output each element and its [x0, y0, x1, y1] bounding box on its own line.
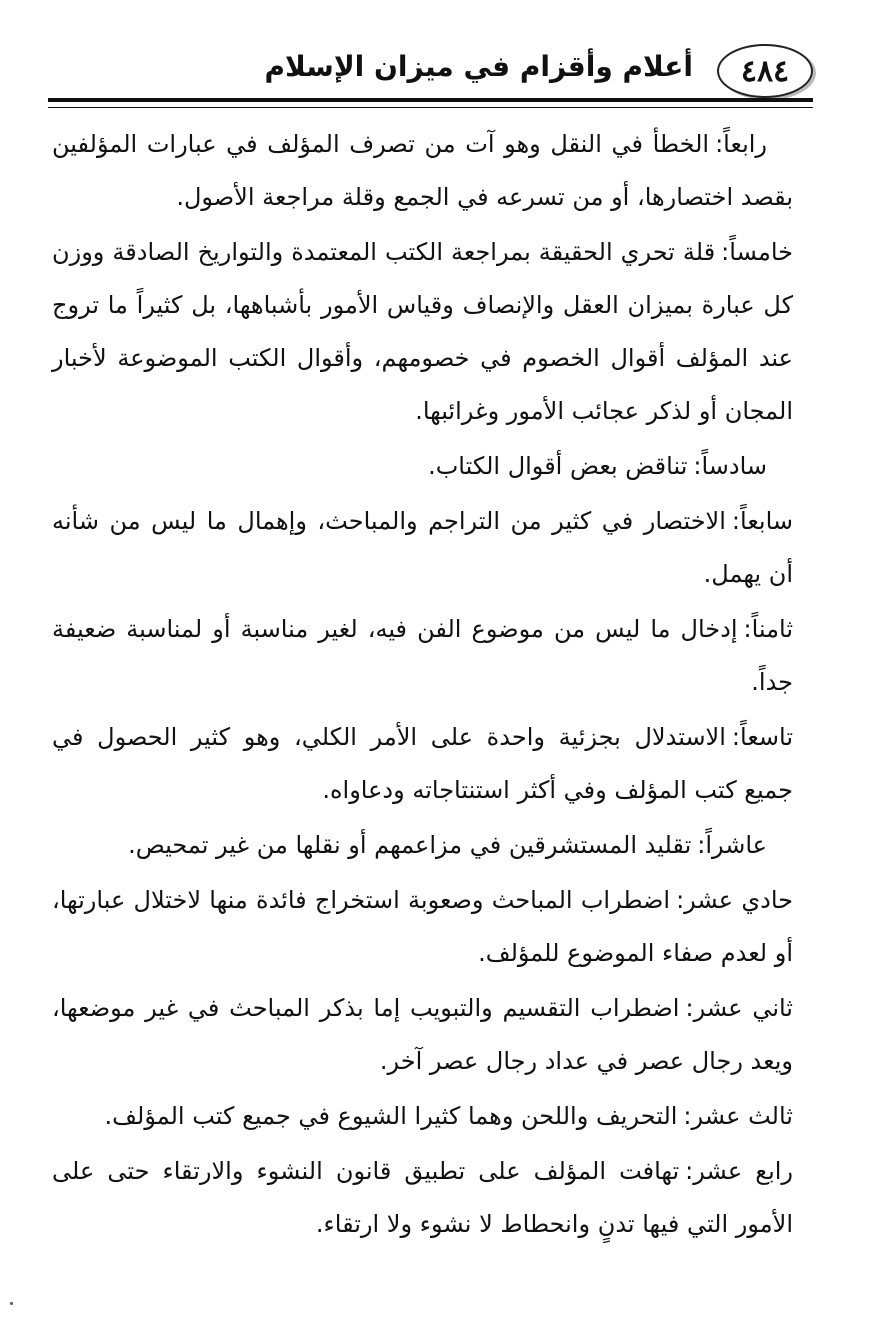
- item-text: الخطأ في النقل وهو آت من تصرف المؤلف في عبارات المؤلفين بقصد اختصارها، أو من تسرعه في الجمع وقلة مراجعة الأصول.: [52, 130, 793, 211]
- running-header: [48, 40, 813, 102]
- item-label: رابعاً: [723, 130, 767, 158]
- item-label: ثامناً: [751, 615, 793, 643]
- item-label: رابع عشر: [693, 1157, 794, 1185]
- item-text: التحريف واللحن وهما كثيرا الشيوع في جميع كتب المؤلف.: [104, 1102, 678, 1130]
- item-label: عاشراً: [705, 831, 767, 859]
- header-rule-thick: [48, 98, 813, 102]
- body-text: [52, 118, 793, 1253]
- paragraph-item: رابع عشر:تهافت المؤلف على تطبيق قانون النشوء والارتقاء حتى على الأمور التي فيها تدنٍ وانحطاط لا نشوء ولا ارتقاء.: [52, 1157, 794, 1238]
- item-text: تهافت المؤلف على تطبيق قانون النشوء والارتقاء حتى على الأمور التي فيها تدنٍ وانحطاط لا نشوء ولا ارتقاء.: [52, 1157, 793, 1238]
- item-label: سادساً: [701, 452, 767, 480]
- paragraph-item: سادساً:تناقض بعض أقوال الكتاب.: [428, 452, 767, 480]
- item-text: الاختصار في كثير من التراجم والمباحث، وإهمال ما ليس من شأنه أن يهمل.: [52, 507, 793, 588]
- item-text: قلة تحري الحقيقة بمراجعة الكتب المعتمدة والتواريخ الصادقة ووزن كل عبارة بميزان العقل والإنصاف وقياس الأمور بأشباهها، بل كثيراً ما تروج عند المؤلف أقوال الخصوم في خصومهم، وأقوال الكتب الموضوعة لأخبار المجان أو لذكر عجائب الأمور وغرائبها.: [52, 238, 793, 425]
- item-text: تقليد المستشرقين في مزاعمهم أو نقلها من غير تمحيص.: [128, 831, 692, 859]
- paragraph-item: حادي عشر:اضطراب المباحث وصعوبة استخراج فائدة منها لاختلال عبارتها، أو لعدم صفاء الموضوع للمؤلف.: [52, 886, 793, 967]
- page-number-badge: [717, 44, 813, 98]
- page-number: ٤٨٤: [740, 53, 790, 89]
- item-text: إدخال ما ليس من موضوع الفن فيه، لغير مناسبة أو لمناسبة ضعيفة جداً.: [52, 615, 793, 696]
- item-text: اضطراب التقسيم والتبويب إما بذكر المباحث في غير موضعها، ويعد رجال عصر في عداد رجال عصر آخر.: [52, 994, 793, 1075]
- item-text: الاستدلال بجزئية واحدة على الأمر الكلي، وهو كثير الحصول في جميع كتب المؤلف وفي أكثر استنتاجاته ودعاواه.: [52, 723, 793, 804]
- paragraph-item: عاشراً:تقليد المستشرقين في مزاعمهم أو نقلها من غير تمحيص.: [128, 831, 767, 859]
- paragraph-item: خامساً:قلة تحري الحقيقة بمراجعة الكتب المعتمدة والتواريخ الصادقة ووزن كل عبارة بميزان العقل والإنصاف وقياس الأمور بأشباهها، بل كثيراً ما تروج عند المؤلف أقوال الخصوم في خصومهم، وأقوال الكتب الموضوعة لأخبار المجان أو لذكر عجائب الأمور وغرائبها.: [52, 238, 793, 425]
- item-label: ثالث عشر: [691, 1102, 793, 1130]
- item-label: سابعاً: [740, 507, 793, 535]
- paragraph-item: تاسعاً:الاستدلال بجزئية واحدة على الأمر الكلي، وهو كثير الحصول في جميع كتب المؤلف وفي أكثر استنتاجاته ودعاواه.: [52, 723, 793, 804]
- paragraph-item: ثاني عشر:اضطراب التقسيم والتبويب إما بذكر المباحث في غير موضعها، ويعد رجال عصر في عداد رجال عصر آخر.: [52, 994, 793, 1075]
- paragraph-item: سابعاً:الاختصار في كثير من التراجم والمباحث، وإهمال ما ليس من شأنه أن يهمل.: [52, 507, 793, 588]
- paragraph-item: رابعاً:الخطأ في النقل وهو آت من تصرف المؤلف في عبارات المؤلفين بقصد اختصارها، أو من تسرعه في الجمع وقلة مراجعة الأصول.: [52, 130, 793, 211]
- item-text: تناقض بعض أقوال الكتاب.: [428, 452, 688, 480]
- item-label: تاسعاً: [740, 723, 793, 751]
- paragraph-item: ثامناً:إدخال ما ليس من موضوع الفن فيه، لغير مناسبة أو لمناسبة ضعيفة جداً.: [52, 615, 793, 696]
- item-label: خامساً: [729, 238, 793, 266]
- header-rule-thin: [48, 107, 813, 108]
- running-title: أعلام وأقزام في ميزان الإسلام: [264, 50, 693, 83]
- item-text: اضطراب المباحث وصعوبة استخراج فائدة منها لاختلال عبارتها، أو لعدم صفاء الموضوع للمؤلف.: [52, 886, 793, 967]
- scan-speck: [10, 1302, 13, 1305]
- item-label: حادي عشر: [684, 886, 793, 914]
- item-label: ثاني عشر: [693, 994, 793, 1022]
- paragraph-item: ثالث عشر:التحريف واللحن وهما كثيرا الشيوع في جميع كتب المؤلف.: [104, 1102, 793, 1130]
